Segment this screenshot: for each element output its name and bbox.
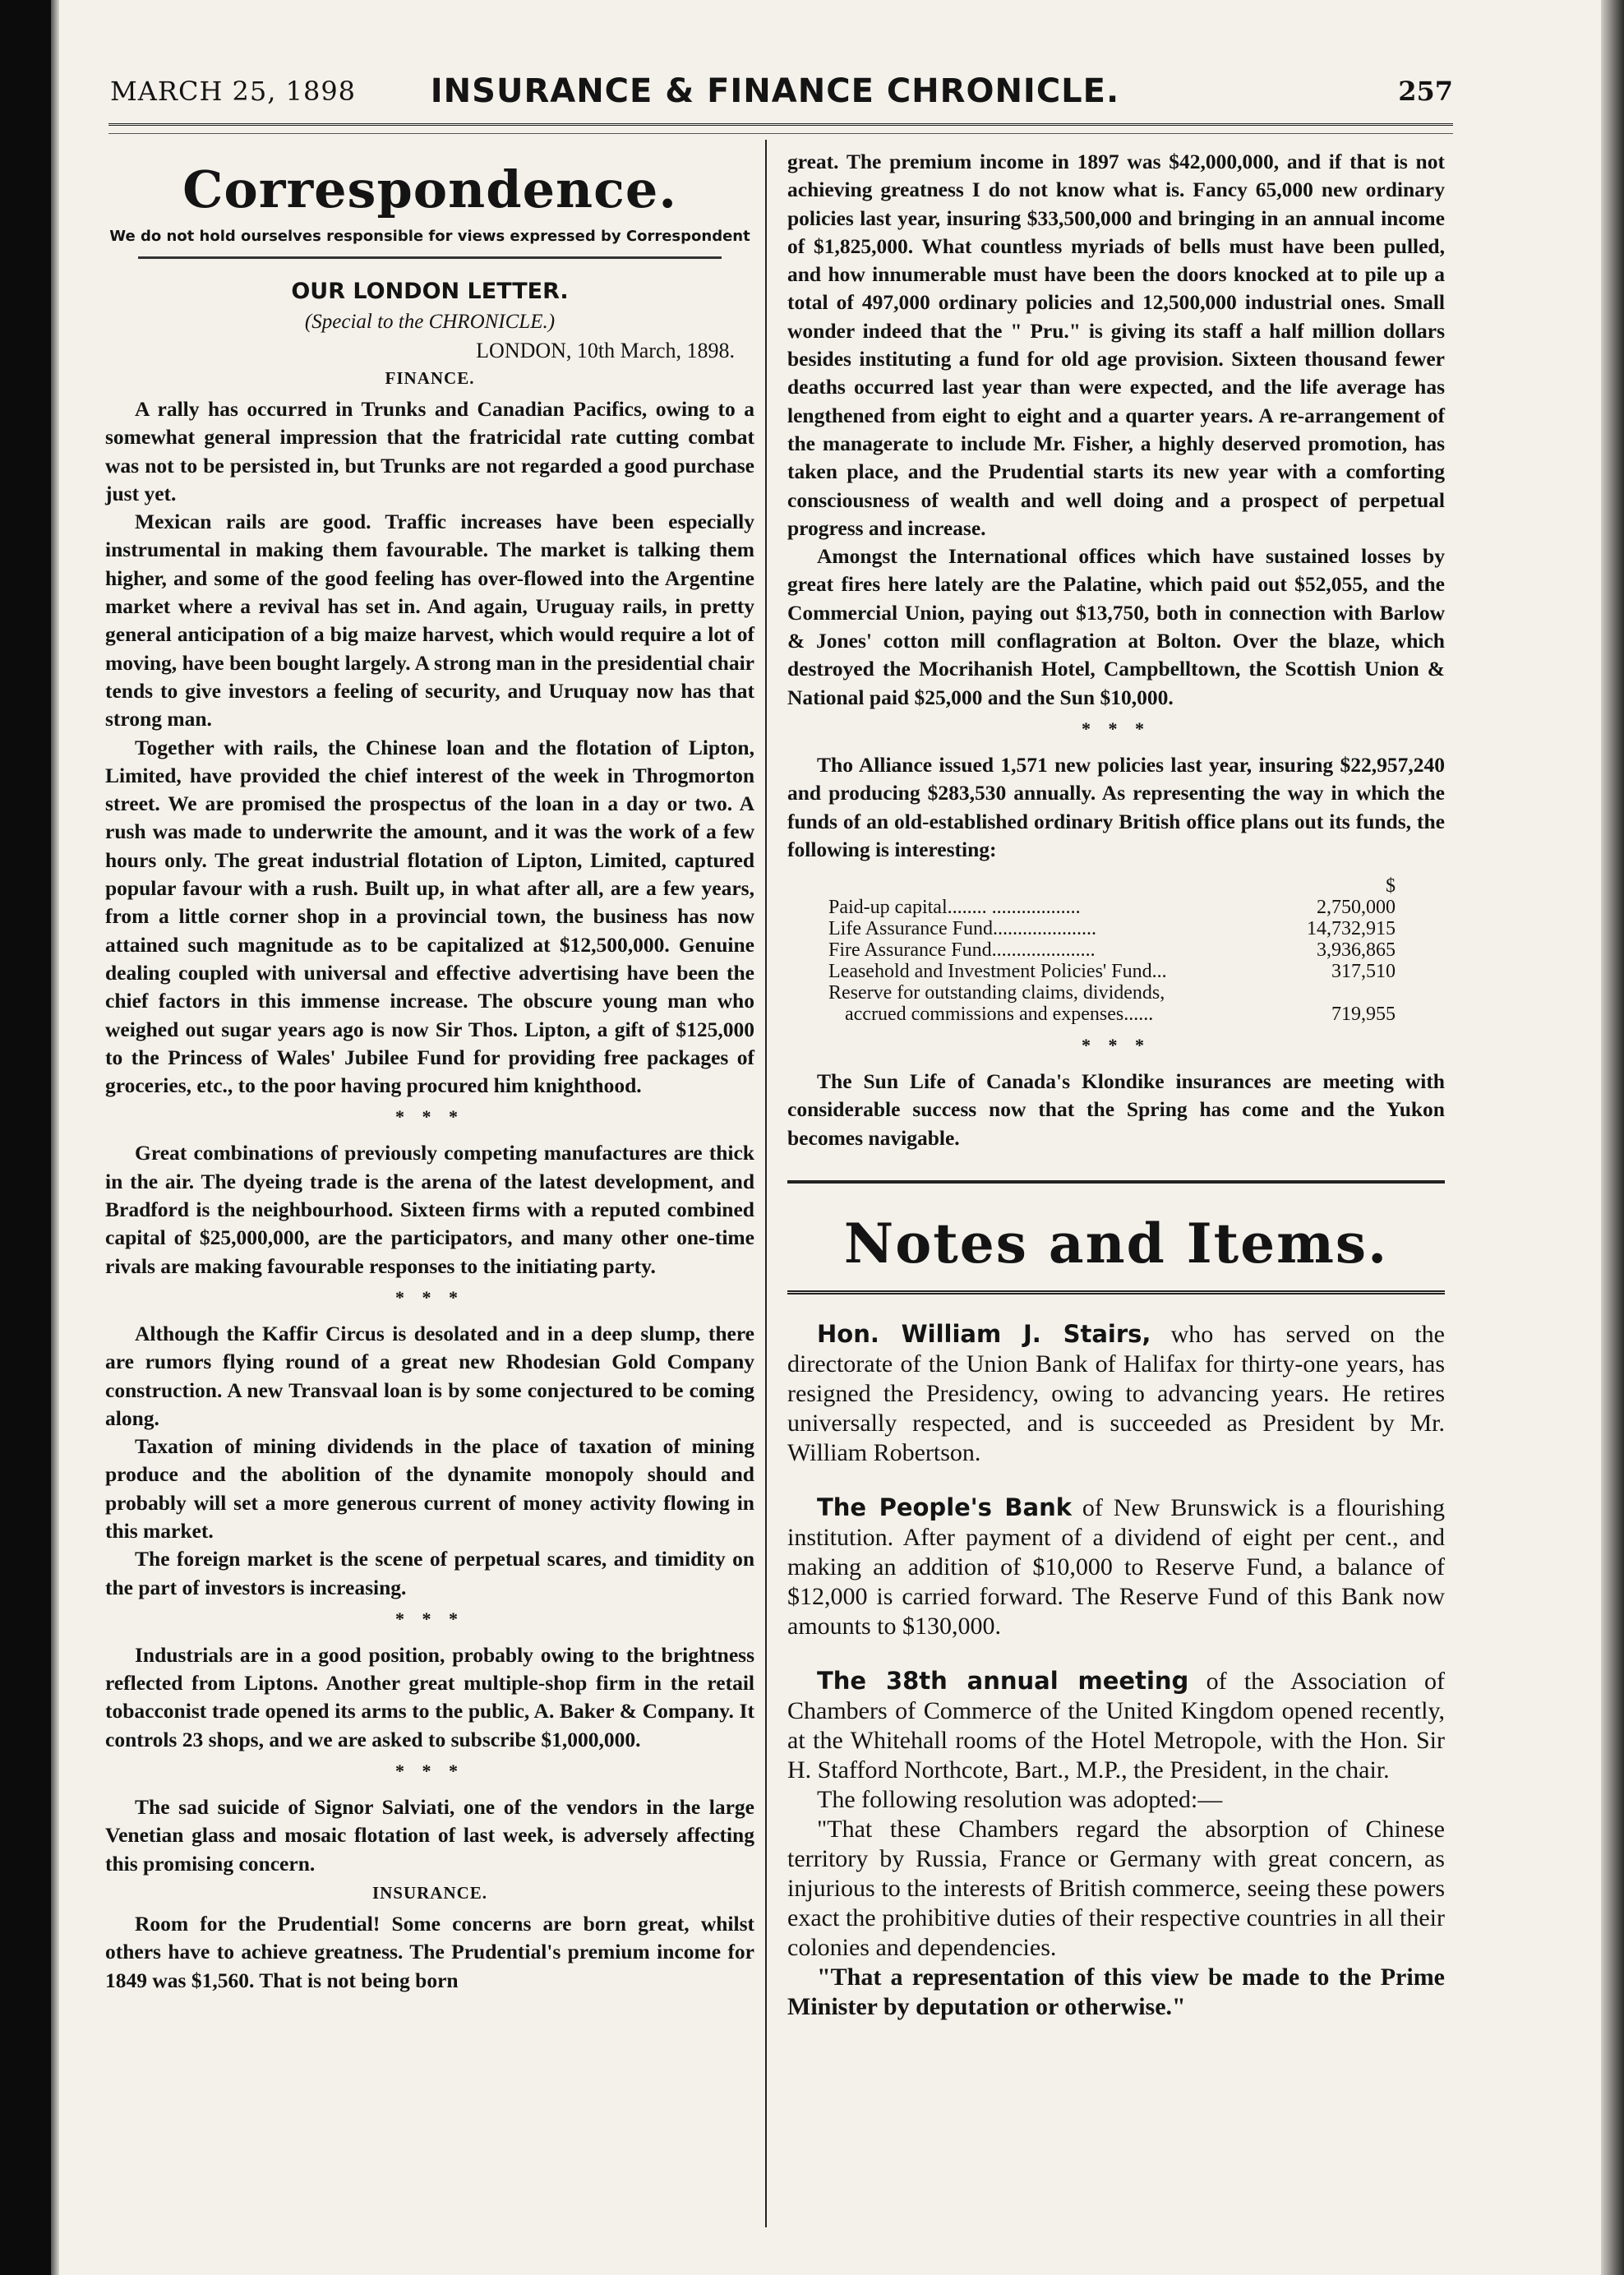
page-gutter: [51, 0, 59, 2275]
resolution-text: "That a representation of this view be made to the Prime Minister by deputation or otherwise.": [787, 1964, 1445, 2021]
right-column: [787, 148, 1445, 2022]
news-item: [787, 1319, 1445, 1468]
correspondence-masthead: Correspondence.: [182, 159, 677, 219]
resolution-intro: The following resolution was adopted:—: [817, 1786, 1223, 1814]
paragraph: Amongst the International offices which have sustained losses by great fires here lately are the Palatine, which paid out $52,055, and the Commercial Union, paying out $13,750, both in connection with Barlow & Jones' cotton mill conflagration at Bolton. Over the blaze, which destroyed the Mocrihanish Hotel, Campbelltown, the Scottish Union & National paid $25,000 and the Sun $10,000.: [787, 544, 1445, 709]
resolution-text: "That these Chambers regard the absorption of Chinese territory by Russia, France or Germany with great concern, as injurious to the interests of British commerce, seeing these powers exact the prohibitive duties of their respective countries in all their colonies and dependencies.: [787, 1816, 1445, 1962]
notes-and-items-masthead: Notes and Items.: [843, 1211, 1389, 1276]
issue-date: MARCH 25, 1898: [110, 76, 357, 107]
fund-value: 317,510: [1331, 961, 1396, 983]
header-rule-thin: [108, 133, 1453, 134]
paragraph: Tho Alliance issued 1,571 new policies last year, insuring $22,957,240 and producing $283,530 annually. As representing the way in which the funds of an old-established ordinary British office plans out its funds, the following is interesting:: [787, 752, 1445, 861]
paragraph: The foreign market is the scene of perpetual scares, and timidity on the part of investors is increasing.: [105, 1547, 754, 1599]
section-separator: * * *: [395, 1286, 464, 1308]
news-item: [787, 1493, 1445, 1641]
section-separator: * * *: [395, 1608, 464, 1629]
paragraph: The sad suicide of Signor Salviati, one of the vendors in the large Venetian glass and mosaic flotation of last week, is adversely affecting this promising concern.: [105, 1795, 754, 1876]
newspaper-page: [97, 58, 1453, 2236]
fund-value: 3,936,865: [1317, 939, 1396, 962]
page-number: 257: [1398, 76, 1453, 107]
table-row: [828, 875, 1396, 918]
news-item: [787, 1666, 1445, 1785]
fund-label: Paid-up capital........ ..................: [828, 897, 1081, 919]
letter-subtitle: (Special to the CHRONICLE.): [304, 311, 556, 333]
section-rule: [138, 256, 722, 259]
column-divider: [765, 140, 767, 2227]
paragraph: Great combinations of previously competing manufactures are thick in the air. The dyeing trade is the arena of the latest development, and Bradford is the neighbourhood. Sixteen firms with a reputed combined capital of $25,000,000, are the participators, and many other one-time rivals are making favourable responses to the initiating party.: [105, 1141, 754, 1278]
fund-label: Leasehold and Investment Policies' Fund...: [828, 961, 1167, 983]
paragraph: Although the Kaffir Circus is desolated and in a deep slump, there are rumors flying round of a great new Rhodesian Gold Company construction. A new Transvaal loan is by some conjectured to be coming along.: [105, 1321, 754, 1430]
section-separator: * * *: [1082, 1035, 1151, 1056]
section-separator: * * *: [395, 1106, 464, 1128]
paragraph: Mexican rails are good. Traffic increases have been especially instrumental in making them favourable. The market is talking them higher, and some of the good feeling has over-flowed into the Argentine market where a revival has set in. And again, Uruguay rails, in pretty general anticipation of a big maize harvest, which would require a lot of moving, have been bought largely. A strong man in the presidential chair tends to give investors a feeling of security, and Uruquay now has that strong man.: [105, 510, 754, 731]
paragraph: A rally has occurred in Trunks and Canadian Pacifics, owing to a somewhat general impression that the fratricidal rate cutting combat was not to be persisted in, but Trunks are not regarded a good purchase just yet.: [105, 397, 754, 505]
news-item-text: of New Brunswick is a flourishing institution. After payment of a dividend of eight per cent., and making an addition of $10,000 to Reserve Fund, a balance of $12,000 is carried forward. The Reserve Fund of this Bank now amounts to $130,000.: [787, 1494, 1445, 1640]
paragraph: The Sun Life of Canada's Klondike insurances are meeting with considerable success now that the Spring has come and the Yukon becomes navigable.: [787, 1069, 1445, 1150]
paragraph: Together with rails, the Chinese loan and the flotation of Lipton, Limited, have provided the chief interest of the week in Throgmorton street. We are promised the prospectus of the loan in a day or two. A rush was made to underwrite the amount, and it was the work of a few hours only. The great industrial flotation of Lipton, Limited, captured popular favour with a rush. Built up, in what after all, are a few years, from a little corner shop in a provincial town, the business has now attained such magnitude as to be capitalized at $12,500,000. Genuine dealing coupled with universal and effective advertising have been the chief factors in this immense increase. The obscure young man who weighed out sugar years ago is now Sir Thos. Lipton, a gift of $125,000 to the Princess of Wales' Jubilee Fund for providing free packages of groceries, etc., to the poor having procured him knighthood.: [105, 735, 754, 1098]
news-item-lead: The 38th annual meeting: [817, 1667, 1189, 1696]
fund-label: Fire Assurance Fund.....................: [828, 939, 1096, 962]
news-item-text: who has served on the directorate of the Union Bank of Halifax for thirty-one years, has resigned the Presidency, owing to advancing years. He retires universally respected, and is succeeded as President by Mr. William Robertson.: [787, 1321, 1445, 1467]
header-rule: [108, 123, 1453, 126]
running-head: [97, 69, 1453, 118]
fund-label: Reserve for outstanding claims, dividends,: [828, 982, 1165, 1004]
letter-title: OUR LONDON LETTER.: [291, 279, 569, 304]
spacer: [787, 1152, 1445, 1180]
fund-label: Life Assurance Fund.....................: [828, 918, 1096, 940]
section-separator: * * *: [1082, 718, 1151, 739]
table-row: [828, 939, 1396, 961]
paragraph: great. The premium income in 1897 was $42,000,000, and if that is not achieving greatness I do not know what is. Fancy 65,000 new ordinary policies last year, insuring $33,500,000 and bringing in an annual income of $1,825,000. What countless myriads of bells must have been pulled, and how innumerable must have been the doors knocked at to pile up a total of 497,000 ordinary policies and 12,500,000 industrial ones. Small wonder indeed that the " Pru." is giving its staff a half million dollars besides instituting a fund for old age provision. Sixteen thousand fewer deaths occurred last year than were expected, and the life average has lengthened from eight to eight and a quarter years. A re-arrangement of the managerate to include Mr. Fisher, a highly deserved promotion, has taken place, and the Prudential starts its new year with a comforting consciousness of wealth and well doing and a prospect of perpetual progress and increase.: [787, 150, 1445, 540]
fund-value: [1305, 982, 1396, 1004]
fund-value: 14,732,915: [1307, 918, 1396, 940]
fund-value: $ 2,750,000: [1317, 875, 1396, 919]
insurance-heading: INSURANCE.: [371, 1882, 488, 1903]
table-row: [828, 982, 1396, 1004]
fund-value: 719,955: [1331, 1004, 1396, 1026]
page-edge-shadow: [1601, 0, 1624, 2275]
news-item-text: of the Association of Chambers of Commerce of the United Kingdom opened recently, at the Whitehall rooms of the Hotel Metropole, with the Hon. Sir H. Stafford Northcote, Bart., M.P., the President, in the chair.: [787, 1668, 1445, 1784]
publication-title: INSURANCE & FINANCE CHRONICLE.: [430, 72, 1120, 110]
correspondence-disclaimer: We do not hold ourselves responsible for views expressed by Correspondent: [109, 228, 750, 245]
fund-table: [828, 875, 1396, 1025]
paragraph: Taxation of mining dividends in the place of taxation of mining produce and the abolition of the dynamite monopoly should and probably will set a more generous current of money activity flowing in this market.: [105, 1434, 754, 1543]
finance-heading: FINANCE.: [385, 368, 475, 388]
table-row: [828, 1004, 1396, 1025]
left-column: [105, 148, 754, 1995]
paragraph: Industrials are in a good position, probably owing to the brightness reflected from Liptons. Another great multiple-shop firm in the retail tobacconist trade opened its arms to the public, A. Baker & Company. It controls 23 shops, and we are asked to subscribe $1,000,000.: [105, 1642, 754, 1751]
paragraph: Room for the Prudential! Some concerns are born great, whilst others have to achieve greatness. The Prudential's premium income for 1849 was $1,560. That is not being born: [105, 1911, 754, 1992]
news-item-lead: The People's Bank: [817, 1493, 1073, 1522]
section-rule: [787, 1180, 1445, 1184]
letter-dateline: LONDON, 10th March, 1898.: [476, 339, 735, 362]
news-item-lead: Hon. William J. Stairs,: [817, 1320, 1151, 1349]
fund-label: accrued commissions and expenses......: [845, 1004, 1154, 1026]
book-binding-shadow: [0, 0, 51, 2275]
table-row: [828, 961, 1396, 982]
section-separator: * * *: [395, 1760, 464, 1782]
table-row: [828, 918, 1396, 939]
section-rule: [787, 1290, 1445, 1294]
